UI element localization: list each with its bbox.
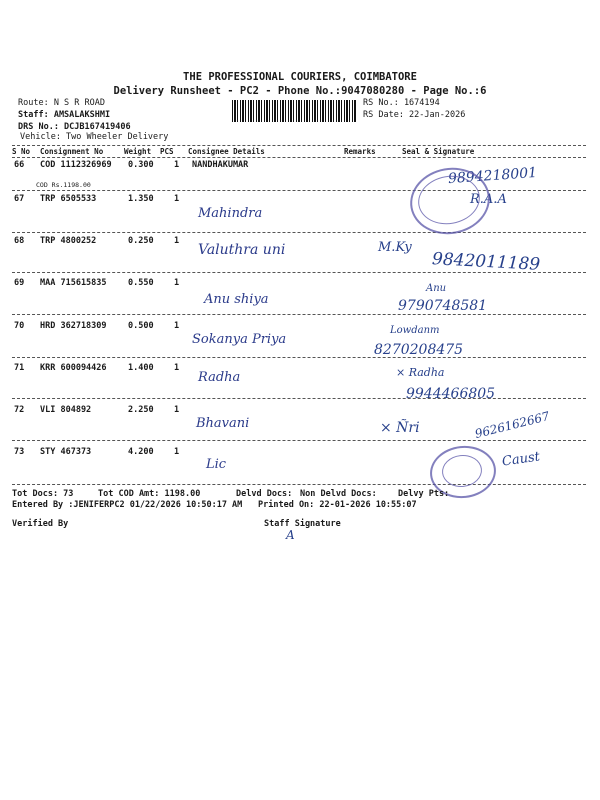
row-68-consignment: TRP 4800252	[40, 236, 97, 246]
row-rule	[12, 190, 586, 191]
col-sno: S No	[12, 147, 31, 156]
company-title: THE PROFESSIONAL COURIERS, COIMBATORE	[183, 71, 417, 83]
row-68-signature: 9842011189	[431, 249, 541, 275]
row-72-initials: × Ñri	[380, 420, 420, 436]
row-72-consignment: VLI 804892	[40, 405, 92, 415]
row-73-weight: 4.200	[128, 447, 154, 457]
row-70-initials: Lowdanm	[390, 325, 440, 336]
row-70-handwritten-name: Sokanya Priya	[192, 332, 287, 347]
row-71-signature: 9944466805	[406, 386, 496, 402]
row-rule	[12, 357, 586, 358]
rs-no: RS No.: 1674194	[363, 98, 440, 108]
row-66-scrawl: R.A.A	[470, 192, 507, 207]
row-71-sno: 71	[14, 363, 25, 373]
row-67-sno: 67	[14, 194, 25, 204]
barcode	[232, 100, 356, 122]
row-70-sno: 70	[14, 321, 25, 331]
row-73-sno: 73	[14, 447, 25, 457]
row-71-pcs: 1	[174, 363, 180, 373]
delvd-docs: Delvd Docs:	[236, 489, 293, 499]
row-73-pcs: 1	[174, 447, 180, 457]
row-67-consignment: TRP 6505533	[40, 194, 97, 204]
row-66-weight: 0.300	[128, 160, 154, 170]
row-66-pcs: 1	[174, 160, 180, 170]
row-67-weight: 1.350	[128, 194, 154, 204]
row-73-handwritten-name: Lic	[206, 457, 227, 472]
col-weight: Weight	[124, 147, 152, 156]
row-69-signature: 9790748581	[398, 298, 488, 314]
row-73-consignment: STY 467373	[40, 447, 92, 457]
row-66-sno: 66	[14, 160, 25, 170]
row-69-initials: Anu	[426, 283, 447, 294]
row-72-weight: 2.250	[128, 405, 154, 415]
row-67-handwritten-name: Mahindra	[198, 206, 263, 221]
header-rule-top	[12, 145, 586, 146]
row-67-pcs: 1	[174, 194, 180, 204]
staff-label: Staff: AMSALAKSHMI	[18, 110, 111, 120]
row-66-consignment: COD 1112326969	[40, 160, 112, 170]
entered-by: Entered By :JENIFERPC2 01/22/2026 10:50:17 AM	[12, 500, 243, 510]
row-69-sno: 69	[14, 278, 25, 288]
row-rule	[12, 484, 586, 485]
row-72-handwritten-name: Bhavani	[196, 416, 250, 431]
row-70-weight: 0.500	[128, 321, 154, 331]
row-68-pcs: 1	[174, 236, 180, 246]
row-70-pcs: 1	[174, 321, 180, 331]
row-71-weight: 1.400	[128, 363, 154, 373]
row-68-initials: M.Ky	[378, 240, 412, 255]
tot-docs: Tot Docs: 73	[12, 489, 74, 499]
row-70-signature: 8270208475	[374, 342, 464, 358]
staff-signature-mark: A	[286, 528, 295, 542]
verified-by: Verified By	[12, 519, 69, 529]
col-consignment: Consignment No	[40, 147, 104, 156]
non-delvd-docs: Non Delvd Docs:	[300, 489, 377, 499]
row-rule	[12, 272, 586, 273]
drs-label: DRS No.: DCJB167419406	[18, 122, 131, 132]
col-remarks: Remarks	[344, 147, 376, 156]
row-69-handwritten-name: Anu shiya	[204, 292, 269, 307]
row-66-signature: 9894218001	[447, 164, 538, 188]
row-68-weight: 0.250	[128, 236, 154, 246]
vehicle-label: Vehicle: Two Wheeler Delivery	[20, 132, 169, 142]
printed-on: Printed On: 22-01-2026 10:55:07	[258, 500, 417, 510]
row-rule	[12, 398, 586, 399]
row-72-sno: 72	[14, 405, 25, 415]
rs-date: RS Date: 22-Jan-2026	[363, 110, 466, 120]
row-71-handwritten-name: Radha	[198, 370, 241, 385]
row-70-consignment: HRD 362718309	[40, 321, 107, 331]
row-69-consignment: MAA 715615835	[40, 278, 107, 288]
row-69-weight: 0.550	[128, 278, 154, 288]
row-66-consignee: NANDHAKUMAR	[192, 160, 249, 170]
tot-cod-amt: Tot COD Amt: 1198.00	[98, 489, 201, 499]
delvy-pts: Delvy Pts:	[398, 489, 450, 499]
row-68-sno: 68	[14, 236, 25, 246]
row-rule	[12, 440, 586, 441]
row-rule	[12, 314, 586, 315]
row-68-handwritten-name: Valuthra uni	[198, 242, 286, 258]
route-label: Route: N S R ROAD	[18, 98, 105, 108]
runsheet-subtitle: Delivery Runsheet - PC2 - Phone No.:9047080280 - Page No.:6	[113, 85, 487, 97]
row-66-cod-note: COD Rs.1198.00	[36, 181, 91, 189]
row-69-pcs: 1	[174, 278, 180, 288]
row-72-pcs: 1	[174, 405, 180, 415]
row-73-signature-scrawl: Caust	[501, 449, 541, 470]
staff-signature: Staff Signature	[264, 519, 341, 529]
col-pcs: PCS	[160, 147, 174, 156]
row-71-consignment: KRR 600094426	[40, 363, 107, 373]
col-consignee: Consignee Details	[188, 147, 265, 156]
row-72-signature: 9626162667	[473, 408, 551, 442]
row-71-initials: × Radha	[396, 366, 445, 379]
row-rule	[12, 232, 586, 233]
header-rule-bottom	[12, 157, 586, 158]
col-seal: Seal & Signature	[402, 147, 475, 156]
